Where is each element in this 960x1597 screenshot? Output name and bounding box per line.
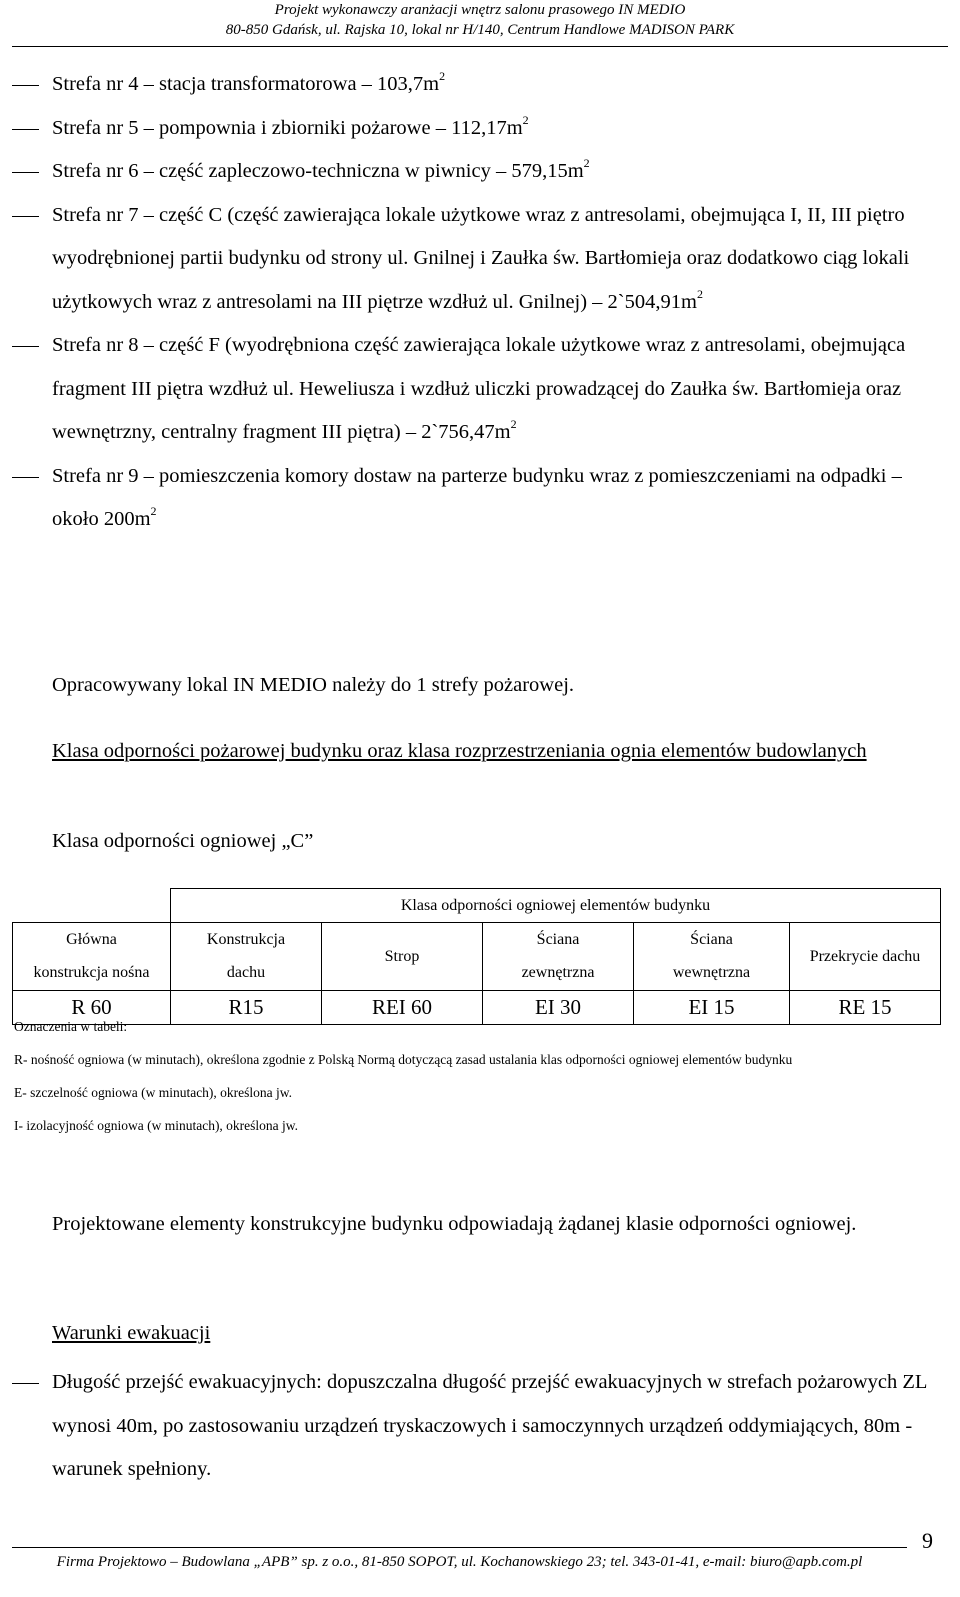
fire-resistance-table: [12, 888, 941, 1025]
header-project-title: Projekt wykonawczy aranżacji wnętrz salonu prasowego IN MEDIO: [274, 2, 686, 18]
table-legend: [14, 1010, 944, 1142]
list-item: Strefa nr 5 – pompownia i zbiorniki pożarowe – $112,17m^2$: [52, 112, 529, 139]
header-divider: [12, 46, 948, 47]
local-zone-note: Opracowywany lokal IN MEDIO należy do 1 strefy pożarowej.: [52, 674, 575, 696]
section-heading-evacuation: Warunki ewakuacji: [52, 1322, 211, 1344]
legend-e: E- szczelność ogniowa (w minutach), określona jw.: [14, 1085, 293, 1100]
table-corner: [13, 889, 171, 923]
section-heading-fire-class: Klasa odporności pożarowej budynku oraz klasa rozprzestrzeniania ognia elementów budowlanych: [52, 740, 867, 762]
page-number: 9: [922, 1528, 933, 1553]
header-roof-structure-l1: Konstrukcja: [171, 923, 322, 957]
list-item: Długość przejść ewakuacyjnych: dopuszczalna długość przejść ewakuacyjnych w strefach pożarowych ZL wynosi 40m, po zastosowaniu urządzeń tryskaczowych i samoczynnych urządzeń oddymiających, 80m - warunek spełniony.: [52, 1371, 927, 1480]
list-item: Strefa nr 9 – pomieszczenia komory dostaw na parterze budynku wraz z pomieszczeniami na odpadki – około $200m^2$: [52, 464, 902, 530]
conclusion-paragraph: Projektowane elementy konstrukcyjne budynku odpowiadają żądanej klasie odporności ogniowej.: [52, 1213, 857, 1235]
header-inner-wall-l2: wewnętrzna: [634, 957, 790, 991]
legend-i: I- izolacyjność ogniowa (w minutach), określona jw.: [14, 1118, 299, 1133]
value-roof-structure: R15: [171, 991, 322, 1025]
list-item: Strefa nr 6 – część zapleczowo-techniczna w piwnicy – $579,15m^2$: [52, 156, 590, 182]
header-roof-structure-l2: dachu: [171, 957, 322, 991]
value-ceiling: REI 60: [322, 991, 483, 1025]
header-ceiling: Strop: [322, 923, 483, 991]
list-item: Strefa nr 4 – stacja transformatorowa – $103,7m^2$: [52, 69, 446, 95]
evacuation-list: [12, 1361, 952, 1492]
header-inner-wall-l1: Ściana: [634, 923, 790, 957]
page-footer: Firma Projektowo – Budowlana „APB” sp. z o.o., 81-850 SOPOT, ul. Kochanowskiego 23; tel. 343-01-41, e-mail: biuro@apb.com.pl: [56, 1554, 863, 1570]
header-outer-wall-l1: Ściana: [483, 923, 634, 957]
value-outer-wall: EI 30: [483, 991, 634, 1025]
page-header: [0, 0, 960, 40]
header-outer-wall-l2: zewnętrzna: [483, 957, 634, 991]
list-item: Strefa nr 8 – część F (wyodrębniona część zawierająca lokale użytkowe wraz z antresolami, obejmująca fragment III piętra wzdłuż ul. Heweliusza i wzdłuż uliczki prowadzącej do Zaułka św. Bartłomieja oraz wewnętrzny, centralny fragment III piętra) – $2`756,47m^2$: [52, 334, 906, 443]
list-item: Strefa nr 7 – część C (część zawierająca lokale użytkowe wraz z antresolami, obejmująca I, II, III piętro wyodrębnionej partii budynku od strony ul. Gnilnej i Zaułka św. Bartłomieja oraz dodatkowo ciąg lokali użytkowych wraz z antresolami na III piętrze wzdłuż ul. Gnilnej) – $2`504,91m^2$: [52, 203, 910, 313]
header-main-structure-l1: Główna: [13, 923, 171, 957]
value-roof-cover: RE 15: [790, 991, 941, 1025]
fire-class-value: Klasa odporności ogniowej „C”: [52, 830, 314, 852]
footer-divider: [12, 1547, 907, 1548]
fire-zones-list: [12, 63, 952, 542]
header-roof-cover: Przekrycie dachu: [790, 923, 941, 991]
header-main-structure-l2: konstrukcja nośna: [13, 957, 171, 991]
header-address: 80-850 Gdańsk, ul. Rajska 10, lokal nr H/140, Centrum Handlowe MADISON PARK: [225, 22, 735, 38]
legend-r: R- nośność ogniowa (w minutach), określona zgodnie z Polską Normą dotyczącą zasad ustalania klas odporności ogniowej elementów budynku: [14, 1052, 793, 1067]
legend-title: Oznaczenia w tabeli:: [14, 1019, 128, 1034]
value-main-structure: R 60: [13, 991, 171, 1025]
value-inner-wall: EI 15: [634, 991, 790, 1025]
table-caption: Klasa odporności ogniowej elementów budynku: [171, 889, 941, 923]
